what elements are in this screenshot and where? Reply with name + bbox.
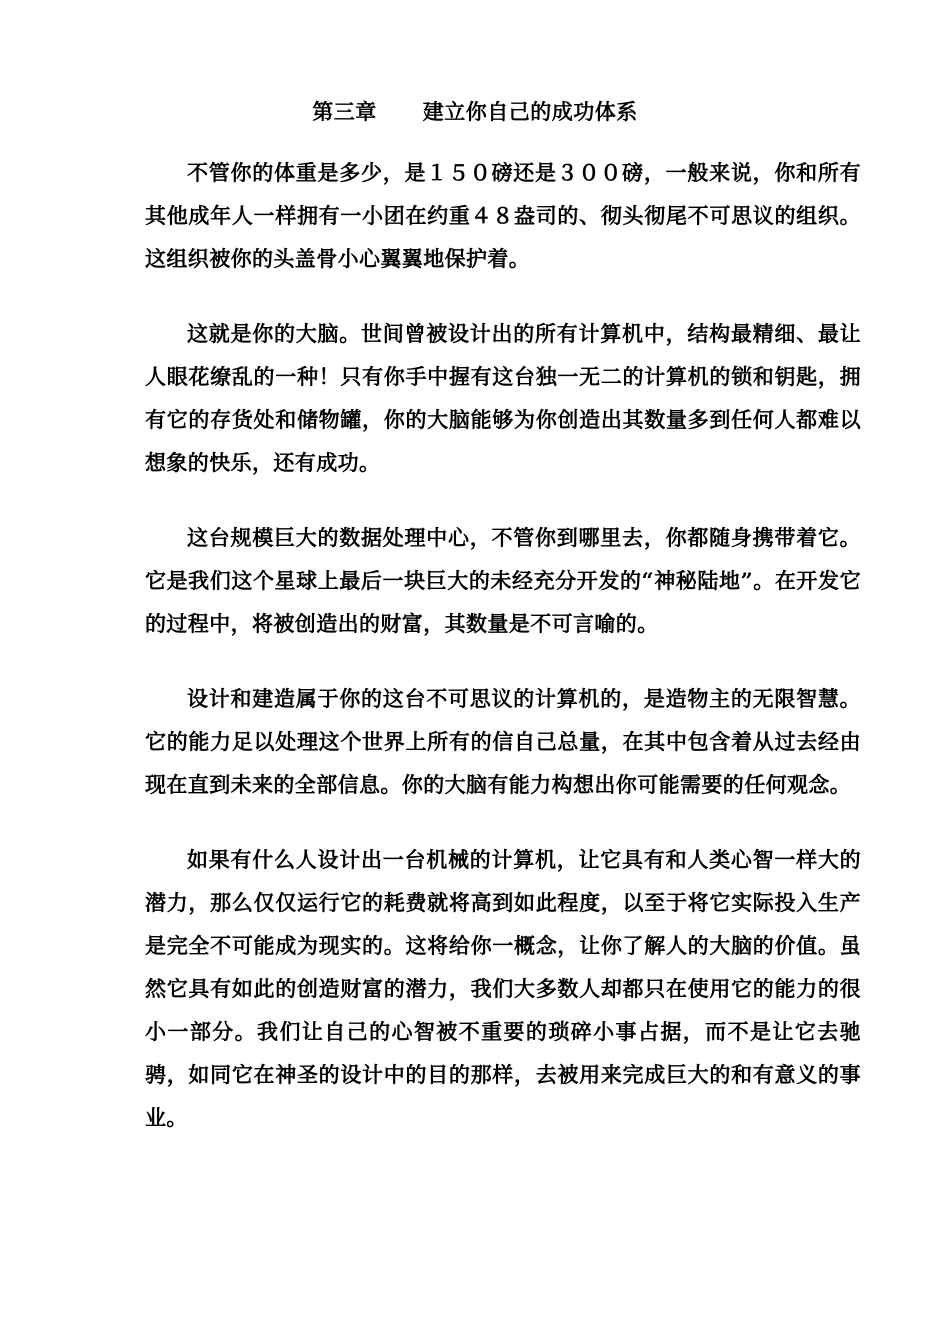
paragraph-4: 设计和建造属于你的这台不可思议的计算机的，是造物主的无限智慧。它的能力足以处理这个世界上所有的信自己总量，在其中包含着从过去经由现在直到未来的全部信息。你的大脑有能力构想出你可能需要的任何观念。	[145, 686, 861, 797]
paragraph-2: 这就是你的大脑。世间曾被设计出的所有计算机中，结构最精细、最让人眼花缭乱的一种！只有你手中握有这台独一无二的计算机的锁和钥匙，拥有它的存货处和储物罐，你的大脑能够为你创造出其数量多到任何人都难以想象的快乐，还有成功。	[145, 321, 861, 475]
chapter-heading	[0, 96, 950, 128]
chapter-body	[145, 151, 861, 1171]
paragraph-3: 这台规模巨大的数据处理中心，不管你到哪里去，你都随身携带着它。它是我们这个星球上最后一块巨大的未经充分开发的“神秘陆地”。在开发它的过程中，将被创造出的财富，其数量是不可言喻的。	[145, 525, 861, 636]
paragraph-1: 不管你的体重是多少，是１５０磅还是３００磅，一般来说，你和所有其他成年人一样拥有一小团在约重４８盎司的、彻头彻尾不可思议的组织。这组织被你的头盖骨小心翼翼地保护着。	[145, 160, 861, 271]
chapter-title: 建立你自己的成功体系	[422, 99, 638, 124]
chapter-number: 第三章	[312, 99, 377, 124]
paragraph-5: 如果有什么人设计出一台机械的计算机，让它具有和人类心智一样大的潜力，那么仅仅运行它的耗费就将高到如此程度，以至于将它实际投入生产是完全不可能成为现实的。这将给你一概念，让你了解人的大脑的价值。虽然它具有如此的创造财富的潜力，我们大多数人却都只在使用它的能力的很小一部分。我们让自己的心智被不重要的琐碎小事占据，而不是让它去驰骋，如同它在神圣的设计中的目的那样，去被用来完成巨大的和有意义的事业。	[145, 847, 861, 1130]
